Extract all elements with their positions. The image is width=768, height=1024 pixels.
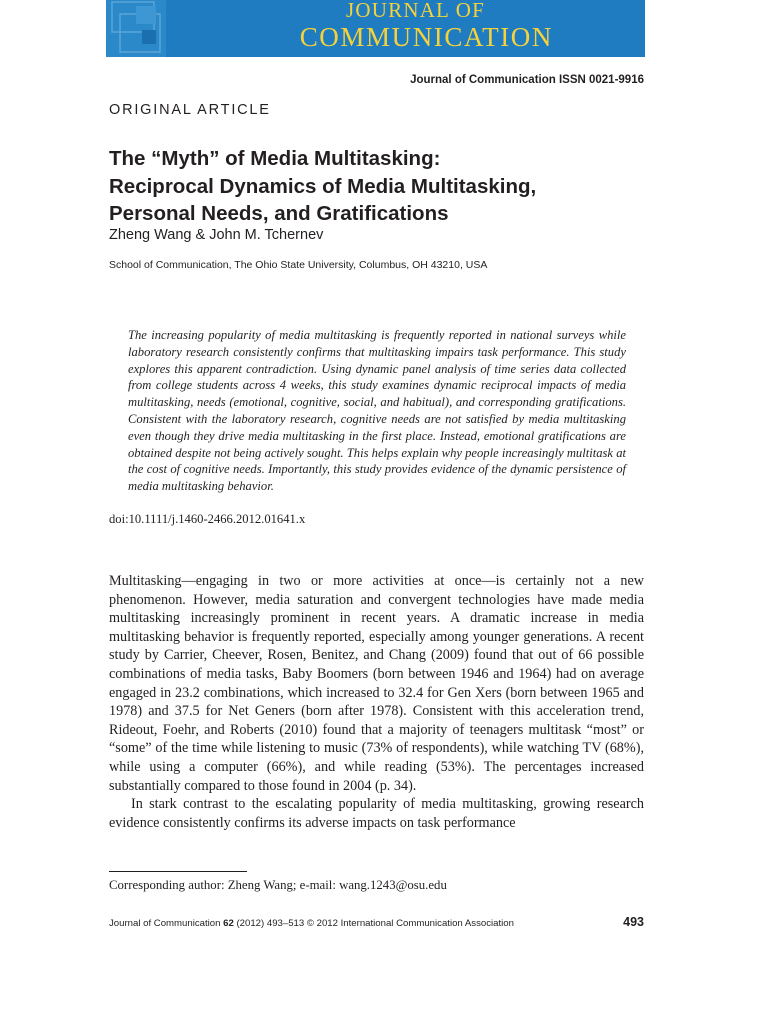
title-line-3: Personal Needs, and Gratifications [109,202,449,225]
footnote-divider [109,871,247,872]
body-paragraph: In stark contrast to the escalating popularity of media multitasking, growing research evidence consistently confirms its adverse impacts on task performance [109,796,644,831]
journal-title-line2: COMMUNICATION [299,22,553,52]
article-title [109,145,669,228]
footer-volume: 62 [223,918,234,929]
title-line-2: Reciprocal Dynamics of Media Multitasking, [109,174,537,198]
journal-title-line1: JOURNAL OF [346,0,485,22]
journal-logo-squares [106,0,166,57]
footer-rest: (2012) 493–513 © 2012 International Communication Association [236,918,514,929]
journal-header-band [106,0,645,57]
body-text [109,572,644,832]
doi: doi:10.1111/j.1460-2466.2012.01641.x [109,512,306,526]
body-paragraph: Multitasking—engaging in two or more activities at once—is certainly not a new phenomenon. However, media saturation and convergent technologies have made media multitasking increasingly prominent in recent years. A dramatic increase in media multitasking behavior is frequently reported, especially among younger generations. A recent study by Carrier, Cheever, Rosen, Benitez, and Chang (2009) found that out of 66 possible combinations of media tasks, Baby Boomers (born between 1946 and 1964) had on average engaged in 23.2 combinations, which increased to 32.4 for Gen Xers (born between 1965 and 1978) and 37.5 for Net Geners (born after 1978). Consistent with this acceleration trend, Rideout, Foehr, and Roberts (2010) found that a majority of teenagers multitask “most” or “some” of the time while listening to music (73% of respondents), while watching TV (68%), while using a computer (66%), and while reading (53%). The percentages increased substantially compared to those found in 2004 (p. 34). [109,573,644,794]
section-label: ORIGINAL ARTICLE [109,102,271,118]
article-authors: Zheng Wang & John M. Tchernev [109,227,324,243]
author-affiliation: School of Communication, The Ohio State University, Columbus, OH 43210, USA [109,259,488,271]
corresponding-author-footnote: Corresponding author: Zheng Wang; e-mail: wang.1243@osu.edu [109,878,447,892]
title-line-1: The “Myth” of Media Multitasking: [109,147,441,170]
page-number: 493 [623,915,644,929]
footer-journal: Journal of Communication [109,918,221,929]
abstract: The increasing popularity of media multitasking is frequently reported in national surveys while laboratory research consistently confirms that multitasking impairs task performance. This study explores this apparent contradiction. Using dynamic panel analysis of time series data collected from college students across 4 weeks, this study examines dynamic reciprocal impacts of media multitasking, needs (emotional, cognitive, social, and habitual), and corresponding gratifications. Consistent with the laboratory research, cognitive needs are not satisfied by media multitasking even though they drive media multitasking in the first place. Instead, emotional gratifications are obtained despite not being actively sought. This helps explain why people increasingly multitask at the cost of cognitive needs. Importantly, this study provides evidence of the dynamic persistence of media multitasking behavior. [128,328,626,494]
footer-citation [109,918,514,929]
journal-issn: Journal of Communication ISSN 0021-9916 [410,74,644,86]
